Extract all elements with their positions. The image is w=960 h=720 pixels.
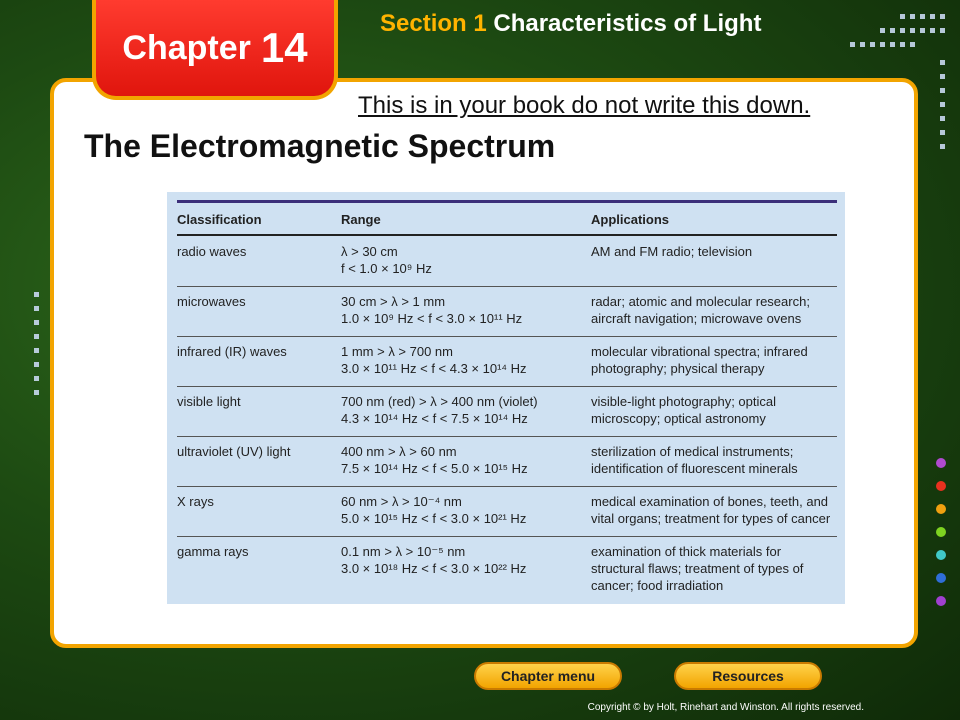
resources-button[interactable]: Resources xyxy=(674,662,822,690)
range-cell-line: λ > 30 cm xyxy=(341,244,398,259)
table-row xyxy=(167,386,845,436)
applications-cell xyxy=(591,293,841,327)
range-cell-line: 60 nm > λ > 10⁻⁴ nm xyxy=(341,494,462,509)
range-cell-line: 1 mm > λ > 700 nm xyxy=(341,344,453,359)
header-classification: Classification xyxy=(177,212,262,227)
color-dot-icon xyxy=(936,550,946,560)
range-cell-line: 7.5 × 10¹⁴ Hz < f < 5.0 × 10¹⁵ Hz xyxy=(341,461,528,476)
color-dot-icon xyxy=(936,458,946,468)
applications-cell xyxy=(591,443,841,477)
table-row xyxy=(167,486,845,536)
section-title xyxy=(380,8,780,39)
classification-cell-line: gamma rays xyxy=(177,544,249,559)
applications-cell-line: vital organs; treatment for types of cancer xyxy=(591,511,831,526)
range-cell-line: 3.0 × 10¹⁸ Hz < f < 3.0 × 10²² Hz xyxy=(341,561,527,576)
table-row xyxy=(167,536,845,598)
applications-cell-line: photography; physical therapy xyxy=(591,361,765,376)
range-cell xyxy=(341,443,586,477)
book-note: This is in your book do not write this down. xyxy=(358,92,811,119)
applications-cell-line: molecular vibrational spectra; infrared xyxy=(591,344,808,359)
applications-cell-line: cancer; food irradiation xyxy=(591,578,724,593)
range-cell-line: 700 nm (red) > λ > 400 nm (violet) xyxy=(341,394,538,409)
range-cell xyxy=(341,393,586,427)
classification-cell-line: microwaves xyxy=(177,294,246,309)
table-top-rule xyxy=(177,200,837,203)
classification-cell-line: infrared (IR) waves xyxy=(177,344,287,359)
table-row xyxy=(167,436,845,486)
color-dot-icon xyxy=(936,481,946,491)
classification-cell xyxy=(177,343,337,360)
slide-title: The Electromagnetic Spectrum xyxy=(84,128,556,164)
color-dot-icon xyxy=(936,504,946,514)
applications-cell xyxy=(591,343,841,377)
applications-cell-line: visible-light photography; optical xyxy=(591,394,776,409)
chapter-tab xyxy=(92,0,338,100)
chapter-number: 14 xyxy=(260,24,308,71)
classification-cell xyxy=(177,393,337,410)
classification-cell-line: ultraviolet (UV) light xyxy=(177,444,291,459)
range-cell xyxy=(341,243,586,277)
applications-cell-line: medical examination of bones, teeth, and xyxy=(591,494,829,509)
chapter-word: Chapter xyxy=(122,28,251,67)
section-name: Characteristics of Light xyxy=(493,10,762,37)
spectrum-table xyxy=(167,192,845,604)
applications-cell-line: radar; atomic and molecular research; xyxy=(591,294,810,309)
range-cell xyxy=(341,493,586,527)
copyright-text: Copyright © by Holt, Rinehart and Winston. All rights reserved. xyxy=(587,702,864,713)
range-cell-line: 1.0 × 10⁹ Hz < f < 3.0 × 10¹¹ Hz xyxy=(341,311,523,326)
dot-grid-decoration-left xyxy=(30,290,48,410)
classification-cell-line: visible light xyxy=(177,394,241,409)
classification-cell-line: radio waves xyxy=(177,244,247,259)
color-dot-icon xyxy=(936,527,946,537)
table-row xyxy=(167,286,845,336)
classification-cell-line: X rays xyxy=(177,494,214,509)
classification-cell xyxy=(177,493,337,510)
range-cell-line: 5.0 × 10¹⁵ Hz < f < 3.0 × 10²¹ Hz xyxy=(341,511,527,526)
applications-cell xyxy=(591,543,841,594)
applications-cell xyxy=(591,243,841,260)
range-cell xyxy=(341,293,586,327)
range-cell-line: 3.0 × 10¹¹ Hz < f < 4.3 × 10¹⁴ Hz xyxy=(341,361,527,376)
applications-cell-line: microscopy; optical astronomy xyxy=(591,411,766,426)
range-cell-line: 4.3 × 10¹⁴ Hz < f < 7.5 × 10¹⁴ Hz xyxy=(341,411,528,426)
range-cell-line: 400 nm > λ > 60 nm xyxy=(341,444,457,459)
color-dot-icon xyxy=(936,573,946,583)
table-row xyxy=(167,336,845,386)
range-cell-line: f < 1.0 × 10⁹ Hz xyxy=(341,261,432,276)
applications-cell-line: aircraft navigation; microwave ovens xyxy=(591,311,802,326)
applications-cell-line: structural flaws; treatment of types of xyxy=(591,561,804,576)
header-range: Range xyxy=(341,212,381,227)
range-cell xyxy=(341,543,586,577)
classification-cell xyxy=(177,243,337,260)
applications-cell-line: AM and FM radio; television xyxy=(591,244,753,259)
applications-cell-line: identification of fluorescent minerals xyxy=(591,461,798,476)
applications-cell xyxy=(591,393,841,427)
range-cell xyxy=(341,343,586,377)
table-row xyxy=(167,236,845,286)
applications-cell xyxy=(591,493,841,527)
range-cell-line: 0.1 nm > λ > 10⁻⁵ nm xyxy=(341,544,466,559)
applications-cell-line: sterilization of medical instruments; xyxy=(591,444,794,459)
classification-cell xyxy=(177,443,337,460)
chapter-menu-button[interactable]: Chapter menu xyxy=(474,662,622,690)
classification-cell xyxy=(177,543,337,560)
color-dot-icon xyxy=(936,596,946,606)
header-applications: Applications xyxy=(591,212,670,227)
section-label: Section 1 xyxy=(380,10,487,37)
range-cell-line: 30 cm > λ > 1 mm xyxy=(341,294,446,309)
classification-cell xyxy=(177,293,337,310)
applications-cell-line: examination of thick materials for xyxy=(591,544,782,559)
